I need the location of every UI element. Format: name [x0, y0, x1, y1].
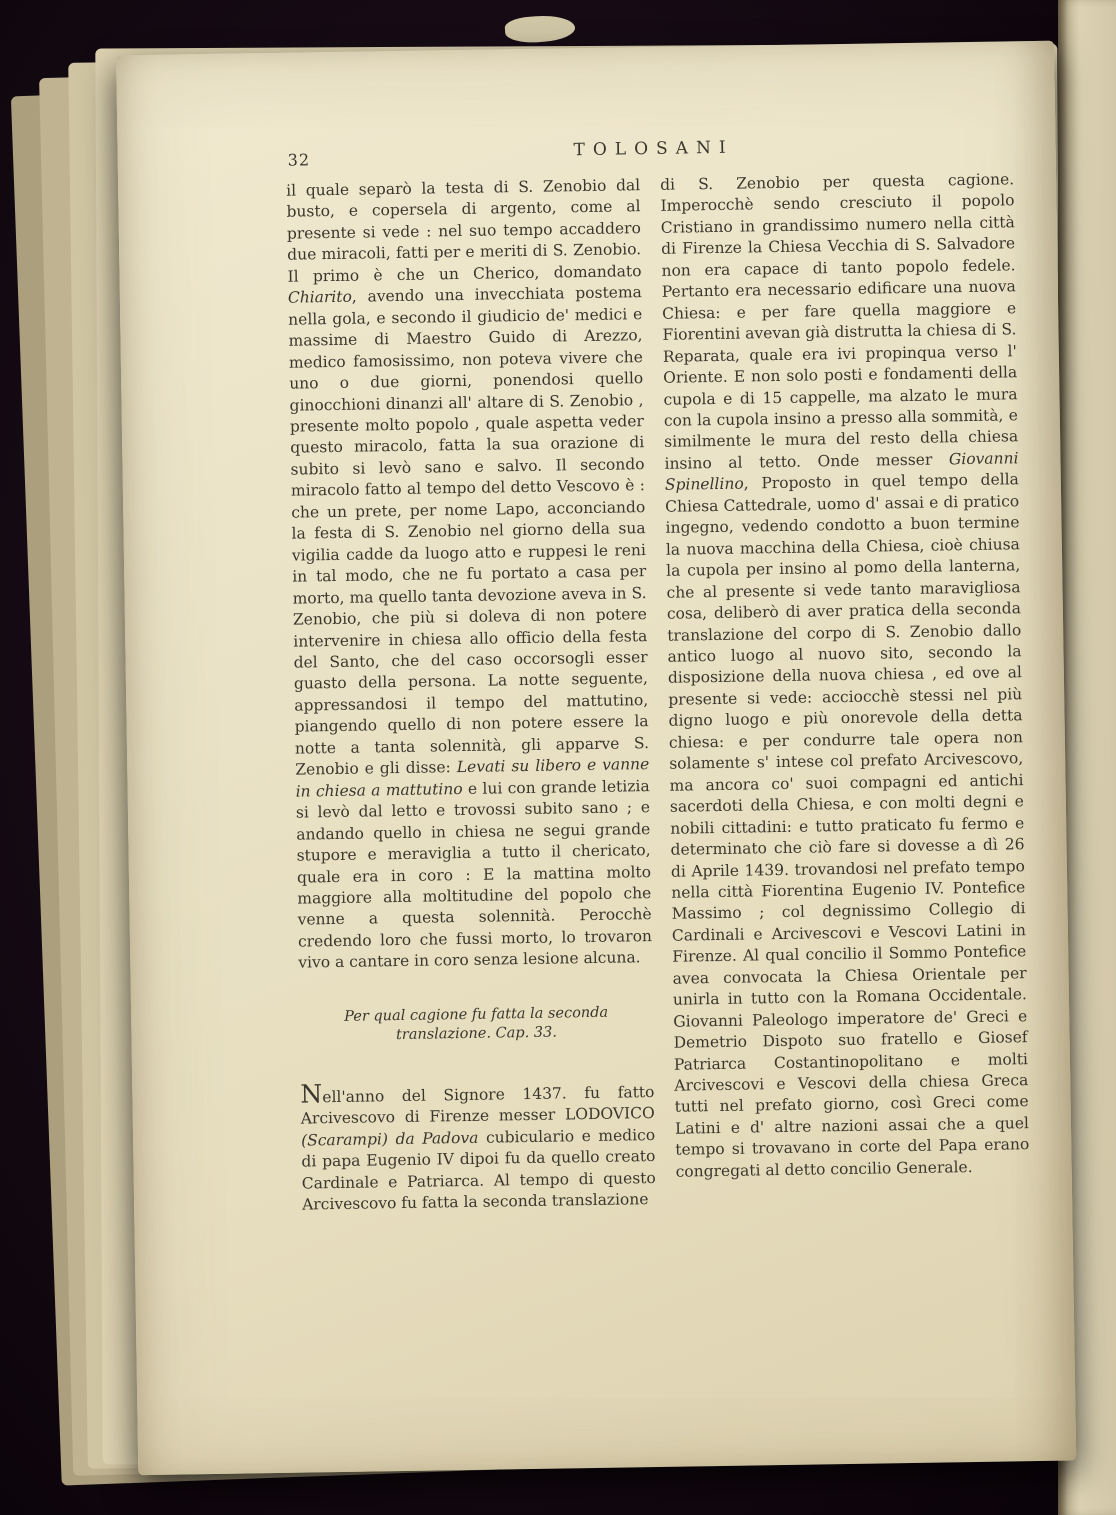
text-segment: cubiculario e medico di papa Eugenio IV dipoi fu da quello creato Cardinale e Patriarca. Al tempo di questo Arcivescovo fu fatta la seconda translazione: [301, 1125, 656, 1214]
running-head: TOLOSANI: [573, 137, 734, 161]
page-content: [116, 41, 1072, 1219]
chapter-heading: Per qual cagione fu fatta la seconda translazione. Cap. 33.: [344, 1004, 609, 1044]
initial-capital: N: [300, 1079, 323, 1109]
text-segment: , Proposto in quel tempo della Chiesa Cattedrale, uomo d' assai e di pratico ingegno, vedendo condotto a buon termine la nuova macchina della Chiesa, cioè chiusa la cupola per insino al pomo della lanterna, che al presente si vede tanto maravigliosa cosa, deliberò di aver pratica della seconda translazione del corpo di S. Zenobio dallo antico luogo al nuovo sito, secondo la disposizione della nuova chiesa , ed ove al presente si vede: acciocchè stessi nel più digno luogo e più onorevole della detta chiesa: e per condurre tale opera non solamente s' intese col prefato Arcivescovo, ma ancora co' suoi compagni ed antichi sacerdoti della Chiesa, e con molti degni e nobili cittadini: e tutto praticato fu fermo e determinato che ciò fare si dovesse a dì 26 di Aprile 1439. trovandosi nel prefato tempo nella città Fiorentina Eugenio IV. Pontefice Massimo ; col degnissimo Collegio di Cardinali e Arcivescovi e Vescovi Latini in Firenze. Al qual concilio il Sommo Pontefice avea convocata la Chiesa Orientale per unirla in tutto con la Romana Occidentale. Giovanni Paleologo imperatore de' Greci e Demetrio Dispoto suo fratello e Giosef Patriarca Costantinopolitano e molti Arcivescovi e Vescovi della chiesa Greca tutti nel prefato giorno, così Greci come Latini e d' altre nazioni assai che a quel tempo si trovavano in corte del Papa erano congregati al detto concilio Generale.: [665, 470, 1030, 1181]
left-column-paragraph-1: [286, 175, 652, 974]
text-columns: [286, 169, 1030, 1216]
left-column: [286, 175, 656, 1216]
left-column-paragraph-2: [300, 1079, 656, 1216]
book-page: [116, 41, 1076, 1476]
text-segment-italic: Chiarito: [287, 287, 352, 307]
text-segment-italic: (Scarampi) da Padova: [300, 1128, 479, 1150]
text-segment: di S. Zenobio per questa cagione. Imperocchè sendo cresciuto il popolo Cristiano in grandissimo numero nella città di Firenze la Chiesa Vecchia di S. Salvadore non era capace di tanto popolo fedele. Pertanto era necessario edificare una nuova Chiesa: e per fare quella maggiore e Fiorentini avevan già distrutta la chiesa di S. Reparata, quale era ivi propinqua verso l' Oriente. E non solo posti e fondamenti della cupola e di 15 cappelle, ma alzato le mura con la cupola insino a presso alla sommità, e similmente le mura del resto della chiesa insino al tetto. Onde messer: [660, 170, 1019, 473]
text-segment: ell'anno del Signore 1437. fu fatto Arcivescovo di Firenze messer LODOVICO: [300, 1082, 655, 1128]
text-segment: il quale separò la testa di S. Zenobio dal busto, e copersela di argento, come al presente si vede : nel suo tempo accaddero due miracoli, fatti per e meriti di S. Zenobio. Il primo è che un Cherico, domandato: [286, 176, 642, 286]
torn-paper-scrap: [504, 14, 576, 45]
text-segment-italic: Levati su libero e vanne in chiesa a mattutino: [295, 755, 650, 801]
page-number: 32: [287, 150, 311, 170]
text-segment: e lui con grande letizia si levò dal letto e trovossi subito sano ; e andando quello in chiesa ne segui grande stupore e meraviglia a tutto il chericato, quale era in coro : E la mattina molto maggiore alla moltitudine del popolo che venne a questa solennità. Perocchè credendo loro che fussi morto, lo trovaron vivo a cantare in coro senza lesione alcuna.: [295, 776, 653, 972]
right-column: [660, 169, 1030, 1210]
text-segment: , avendo una invecchiata postema nella gola, e secondo il giudicio de' medici e massime di Maestro Guido di Arezzo, medico famosissimo, non poteva vivere che uno o due giorni, ponendosi quello ginocchioni dinanzi all' altare di S. Zenobio , presente molto popolo , quale aspetta veder questo miracolo, fatta la sua orazione di subito si levò sano e salvo. Il secondo miracolo fatto al tempo del detto Vescovo è : che un prete, per nome Lapo, acconciando la festa di S. Zenobio nel giorno della sua vigilia cadde da luogo atto e ruppesi le reni in tal modo, che ne fu portato a casa per morto, ma quello tanta devozione aveva in S. Zenobio, che più si doleva di non potere intervenire in chiesa allo officio della festa del Santo, che del caso occorsogli esser guasto della persona. La notte seguente, appressandosi il tempo del mattutino, piangendo quello di non potere essere la notte a tanta solennità, gli apparve S. Zenobio e gli disse:: [288, 283, 650, 779]
page-header: [285, 133, 1013, 174]
right-column-paragraph-1: [660, 169, 1030, 1183]
text-segment-italic: Giovanni Spinellino: [664, 449, 1019, 495]
